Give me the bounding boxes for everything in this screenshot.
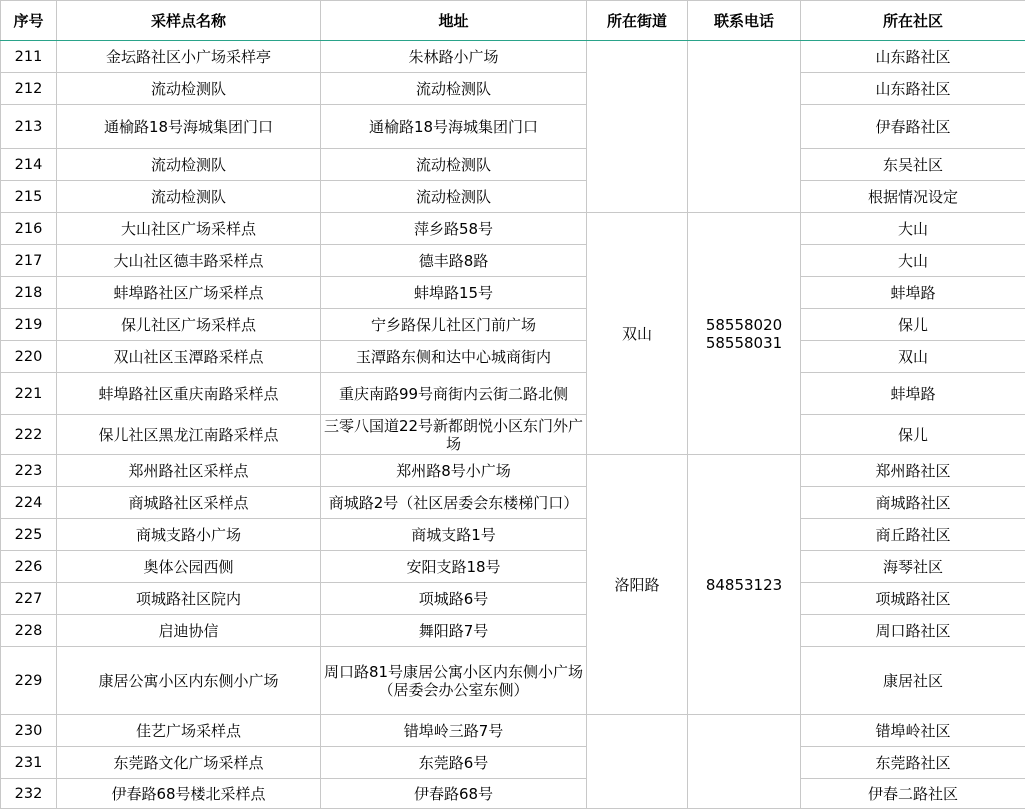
cell-street-luoyang: 洛阳路 — [587, 455, 688, 715]
table-row — [1, 519, 1025, 551]
cell-phone-luoyang: 84853123 — [688, 455, 801, 715]
table-row — [1, 747, 1025, 779]
cell-community: 山东路社区 — [801, 41, 1025, 73]
table-row — [1, 149, 1025, 181]
cell-no: 213 — [1, 105, 57, 149]
cell-address: 东莞路6号 — [321, 747, 587, 779]
cell-name: 蚌埠路社区广场采样点 — [57, 277, 321, 309]
cell-no: 211 — [1, 41, 57, 73]
cell-name: 保儿社区广场采样点 — [57, 309, 321, 341]
cell-community: 伊春二路社区 — [801, 779, 1025, 809]
cell-no: 229 — [1, 647, 57, 715]
table-row — [1, 341, 1025, 373]
cell-name: 大山社区德丰路采样点 — [57, 245, 321, 277]
address-text: 商城路2号（社区居委会东楼梯门口） — [328, 493, 579, 512]
cell-address: 流动检测队 — [321, 149, 587, 181]
cell-name: 金坛路社区小广场采样亭 — [57, 41, 321, 73]
cell-community: 大山 — [801, 245, 1025, 277]
cell-community: 大山 — [801, 213, 1025, 245]
table-row — [1, 487, 1025, 519]
cell-community: 康居社区 — [801, 647, 1025, 715]
cell-address: 玉潭路东侧和达中心城商街内 — [321, 341, 587, 373]
cell-name: 东莞路文化广场采样点 — [57, 747, 321, 779]
cell-no: 222 — [1, 415, 57, 455]
cell-address: 朱林路小广场 — [321, 41, 587, 73]
cell-community: 商城路社区 — [801, 487, 1025, 519]
cell-address: 错埠岭三路7号 — [321, 715, 587, 747]
header-phone: 联系电话 — [688, 1, 801, 41]
cell-phone-empty — [688, 715, 801, 809]
cell-name: 通榆路18号海城集团门口 — [57, 105, 321, 149]
cell-community: 山东路社区 — [801, 73, 1025, 105]
table-row — [1, 73, 1025, 105]
cell-address: 萍乡路58号 — [321, 213, 587, 245]
cell-no: 225 — [1, 519, 57, 551]
cell-address — [321, 487, 587, 519]
cell-no: 219 — [1, 309, 57, 341]
table-row — [1, 583, 1025, 615]
cell-address: 项城路6号 — [321, 583, 587, 615]
cell-no: 228 — [1, 615, 57, 647]
cell-address: 德丰路8路 — [321, 245, 587, 277]
cell-community: 东莞路社区 — [801, 747, 1025, 779]
table-row — [1, 415, 1025, 455]
table-row — [1, 373, 1025, 415]
cell-address: 通榆路18号海城集团门口 — [321, 105, 587, 149]
cell-community: 周口路社区 — [801, 615, 1025, 647]
cell-no: 221 — [1, 373, 57, 415]
table-row — [1, 41, 1025, 73]
cell-community: 东吴社区 — [801, 149, 1025, 181]
cell-phone-empty — [688, 41, 801, 213]
cell-name: 伊春路68号楼北采样点 — [57, 779, 321, 809]
table-row — [1, 647, 1025, 715]
cell-name: 蚌埠路社区重庆南路采样点 — [57, 373, 321, 415]
cell-community: 保儿 — [801, 415, 1025, 455]
cell-name: 流动检测队 — [57, 181, 321, 213]
cell-street-empty — [587, 715, 688, 809]
cell-no: 218 — [1, 277, 57, 309]
cell-name: 大山社区广场采样点 — [57, 213, 321, 245]
cell-community: 根据情况设定 — [801, 181, 1025, 213]
cell-address: 安阳支路18号 — [321, 551, 587, 583]
cell-community: 伊春路社区 — [801, 105, 1025, 149]
cell-address: 商城支路1号 — [321, 519, 587, 551]
phone-line-1: 58558020 — [705, 315, 783, 334]
cell-address: 郑州路8号小广场 — [321, 455, 587, 487]
cell-community: 蚌埠路 — [801, 373, 1025, 415]
cell-no: 232 — [1, 779, 57, 809]
header-community: 所在社区 — [801, 1, 1025, 41]
cell-no: 215 — [1, 181, 57, 213]
cell-community: 蚌埠路 — [801, 277, 1025, 309]
cell-no: 231 — [1, 747, 57, 779]
table-row — [1, 277, 1025, 309]
cell-community: 海琴社区 — [801, 551, 1025, 583]
cell-no: 223 — [1, 455, 57, 487]
header-address: 地址 — [321, 1, 587, 41]
cell-address: 蚌埠路15号 — [321, 277, 587, 309]
address-text: 三零八国道22号新都朗悦小区东门外广场 — [323, 416, 584, 453]
cell-address — [321, 415, 587, 455]
address-text: 周口路81号康居公寓小区内东侧小广场（居委会办公室东侧） — [323, 662, 584, 699]
cell-address: 流动检测队 — [321, 73, 587, 105]
header-row — [1, 1, 1025, 41]
header-street: 所在街道 — [587, 1, 688, 41]
table-row — [1, 455, 1025, 487]
cell-address: 流动检测队 — [321, 181, 587, 213]
cell-name: 保儿社区黑龙江南路采样点 — [57, 415, 321, 455]
cell-community: 错埠岭社区 — [801, 715, 1025, 747]
cell-name: 流动检测队 — [57, 73, 321, 105]
phone-line-2: 58558031 — [705, 333, 783, 352]
cell-community: 郑州路社区 — [801, 455, 1025, 487]
cell-name: 郑州路社区采样点 — [57, 455, 321, 487]
cell-no: 226 — [1, 551, 57, 583]
header-name: 采样点名称 — [57, 1, 321, 41]
table-row — [1, 615, 1025, 647]
cell-no: 217 — [1, 245, 57, 277]
cell-phone-shuangshan — [688, 213, 801, 455]
cell-no: 216 — [1, 213, 57, 245]
cell-no: 220 — [1, 341, 57, 373]
table-row — [1, 245, 1025, 277]
cell-address: 舞阳路7号 — [321, 615, 587, 647]
table-row — [1, 181, 1025, 213]
cell-street-shuangshan: 双山 — [587, 213, 688, 455]
cell-name: 奥体公园西侧 — [57, 551, 321, 583]
cell-name: 商城支路小广场 — [57, 519, 321, 551]
cell-street-empty — [587, 41, 688, 213]
cell-name: 项城路社区院内 — [57, 583, 321, 615]
cell-name: 流动检测队 — [57, 149, 321, 181]
cell-community: 保儿 — [801, 309, 1025, 341]
cell-no: 214 — [1, 149, 57, 181]
cell-community: 双山 — [801, 341, 1025, 373]
cell-name: 商城路社区采样点 — [57, 487, 321, 519]
cell-no: 227 — [1, 583, 57, 615]
cell-no: 212 — [1, 73, 57, 105]
cell-name: 佳艺广场采样点 — [57, 715, 321, 747]
cell-address: 伊春路68号 — [321, 779, 587, 809]
cell-address: 重庆南路99号商街内云街二路北侧 — [321, 373, 587, 415]
cell-no: 224 — [1, 487, 57, 519]
table-row — [1, 715, 1025, 747]
cell-name: 双山社区玉潭路采样点 — [57, 341, 321, 373]
cell-address: 宁乡路保儿社区门前广场 — [321, 309, 587, 341]
cell-name: 启迪协信 — [57, 615, 321, 647]
cell-no: 230 — [1, 715, 57, 747]
table-row — [1, 309, 1025, 341]
table-row — [1, 213, 1025, 245]
cell-community: 商丘路社区 — [801, 519, 1025, 551]
table-row — [1, 105, 1025, 149]
cell-address — [321, 647, 587, 715]
header-no: 序号 — [1, 1, 57, 41]
table-row — [1, 779, 1025, 809]
cell-name: 康居公寓小区内东侧小广场 — [57, 647, 321, 715]
cell-community: 项城路社区 — [801, 583, 1025, 615]
table-row — [1, 551, 1025, 583]
